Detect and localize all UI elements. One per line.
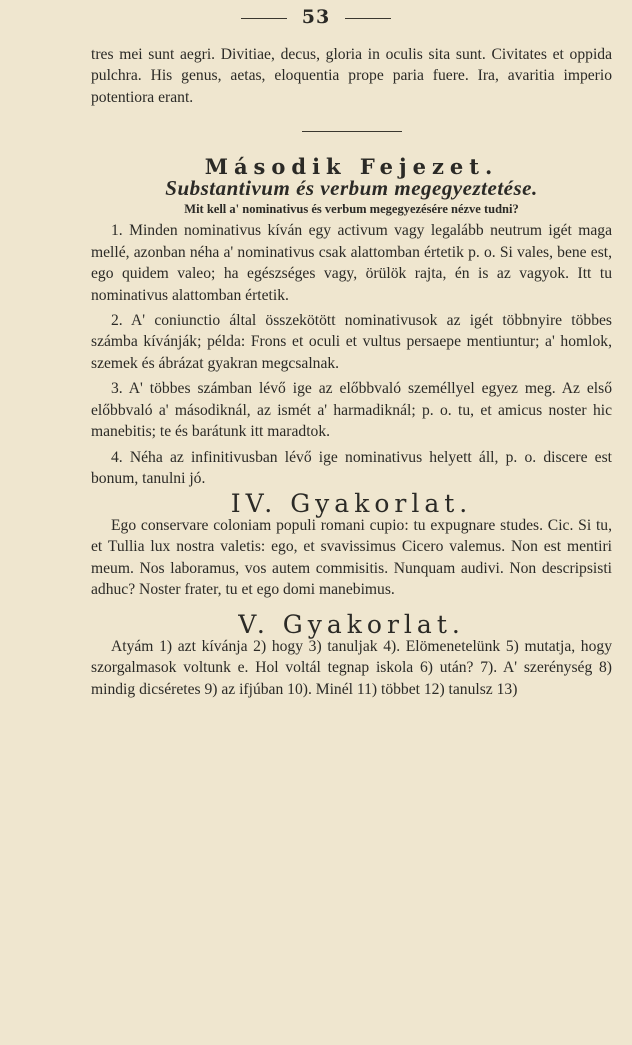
- exercise-5-text: Atyám 1) azt kívánja 2) hogy 3) tanuljak 4). Elömenetelünk 5) mutatja, hogy szorgalmasok voltunk e. Hol voltál tegnap iskola 6) után? 7). A' szerénység 8) mindig dicséretes 9) az ifjúban 10). Minél 11) többet 12) tanulsz 13): [91, 637, 612, 698]
- chapter-title: Második Fejezet.: [204, 154, 499, 180]
- page-body: [91, 44, 612, 700]
- rule-1: 1. Minden nominativus kíván egy activum vagy legalább neutrum igét maga mellé, azonban néha a' nominativus csak alattomban értetik p. o. Si vales, bene est, ego quidem valeo; ha egészséges vagy, örülök rajta, én is az vagyok. Itt tu nominativus alattomban értetik.: [91, 222, 612, 304]
- rule-4: 4. Néha az infinitivusban lévő ige nominativus helyett áll, p. o. discere est bonum, tanulni jó.: [91, 448, 612, 487]
- chapter-separator: [302, 131, 402, 132]
- chapter-question: Mit kell a' nominativus és verbum megegyezésére nézve tudni?: [184, 202, 519, 217]
- page-number: 53: [301, 6, 331, 28]
- exercise-4-text: Ego conservare coloniam populi romani cupio: tu expugnare studes. Cic. Si tu, et Tullia lux nostra valetis: ego, et svavissimus Cicero valemus. Non est mentiri meum. Nos laboramus, vos autem commisitis. Nunquam audivi. Non descripsisti adhuc? Noster frater, tu et ego domi manebimus.: [91, 516, 612, 598]
- exercise-5-heading: V. Gyakorlat.: [238, 610, 465, 640]
- rule-3: 3. A' többes számban lévő ige az előbbvaló személlyel egyez meg. Az első előbbvaló a' másodiknál, az ismét a' harmadiknál; p. o. tu, et amicus noster hic manebitis; te és barátunk itt maradtok.: [91, 380, 612, 441]
- rule-2: 2. A' coniunctio által összekötött nominativusok az igét többnyire többes számba kívánják; példa: Frons et oculi et vultus persaepe mentiuntur; a' homlok, szemek és ábrázat gyakran megcsalnak.: [91, 312, 612, 372]
- header-rule-left: [241, 18, 287, 19]
- page-header: [0, 6, 632, 28]
- exercise-4-heading: IV. Gyakorlat.: [230, 489, 473, 519]
- chapter-subtitle: Substantivum és verbum megegyeztetése.: [165, 175, 538, 200]
- top-paragraph: tres mei sunt aegri. Divitiae, decus, gloria in oculis sita sunt. Civitates et oppida pulchra. His genus, aetas, eloquentia prope paria fuere. Ira, avaritia imperio potentiora erant.: [91, 46, 612, 106]
- header-rule-right: [345, 18, 391, 19]
